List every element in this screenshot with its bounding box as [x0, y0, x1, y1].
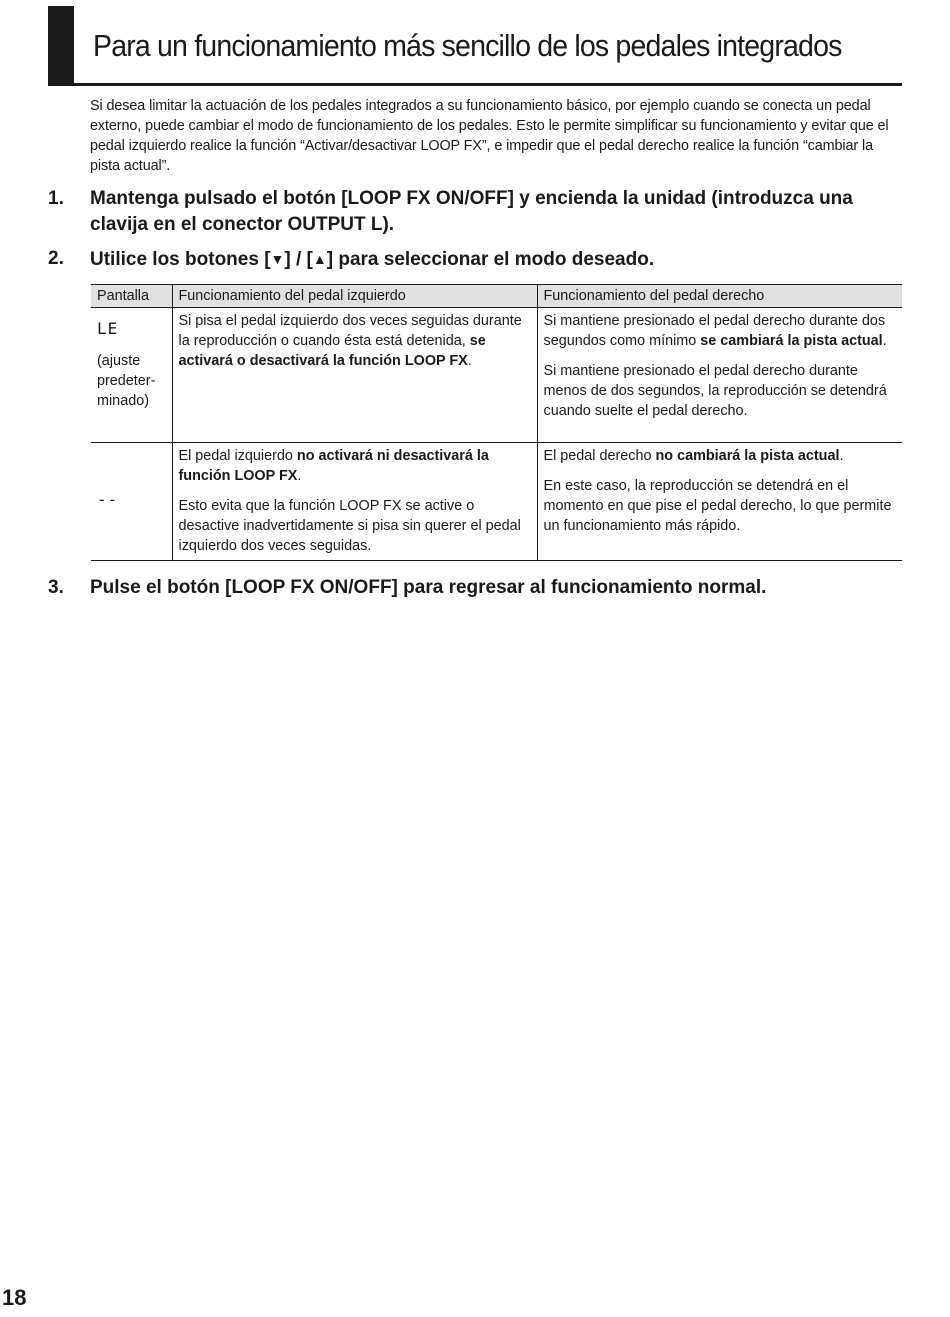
display-code-dashes: --: [97, 490, 119, 509]
cell-paragraph: En este caso, la reproducción se detendrá en el momento en que pise el pedal derecho, lo que permite un funcionamiento más rápido.: [543, 478, 892, 534]
cell-paragraph: [544, 311, 897, 351]
display-code-le: LE: [97, 319, 119, 338]
step-3: [48, 575, 898, 601]
step-text: [90, 246, 898, 273]
cell-paragraph: Esto evita que la función LOOP FX se active o desactive inadvertidamente si pisa sin querer el pedal izquierdo dos veces seguidas.: [178, 498, 521, 554]
cell-text: .: [467, 353, 472, 369]
cell-text: .: [839, 448, 844, 464]
cell-text: Si pisa el pedal izquierdo dos veces seguidas durante la reproducción o cuando ésta está detenida,: [178, 313, 522, 349]
intro-paragraph: Si desea limitar la actuación de los pedales integrados a su funcionamiento básico, por ejemplo cuando se conecta un pedal externo, puede cambiar el modo de funcionamiento de los pedales. Esto le permite simplificar su funcionamiento y evitar que el pedal izquierdo realice la función “Activar/desactivar LOOP FX”, e impedir que el pedal derecho realice la función “cambiar la pista actual”.: [90, 98, 889, 174]
step-1: [48, 186, 898, 238]
table-row: [91, 308, 902, 443]
cell-paragraph: [179, 446, 531, 486]
page-title: Para un funcionamiento más sencillo de los pedales integrados: [93, 28, 842, 63]
step-2: [48, 246, 898, 273]
up-arrow-icon: ▲: [312, 251, 327, 267]
step-text-part: Utilice los botones [: [90, 249, 271, 270]
cell-text: .: [882, 333, 887, 349]
cell-paragraph: [544, 446, 897, 466]
column-header-left-pedal: Funcionamiento del pedal izquierdo: [172, 285, 537, 308]
cell-paragraph: Si mantiene presionado el pedal derecho durante menos de dos segundos, la reproducción se detendrá cuando suelte el pedal derecho.: [543, 363, 887, 419]
step-text-part: ] para seleccionar el modo deseado.: [326, 249, 655, 270]
cell-text: .: [297, 468, 302, 484]
column-header-right-pedal: Funcionamiento del pedal derecho: [537, 285, 902, 308]
step-text: Pulse el botón [LOOP FX ON/OFF] para regresar al funcionamiento normal.: [90, 577, 767, 598]
cell-text-bold: se cambiará la pista actual: [700, 333, 883, 349]
step-text: Mantenga pulsado el botón [LOOP FX ON/OFF] y encienda la unidad (introduzca una clavija en el conector OUTPUT L).: [90, 188, 853, 235]
column-header-display: Pantalla: [91, 285, 172, 308]
step-number: 3.: [48, 577, 64, 598]
cell-text-bold: se activará o desactivará la función LOOP FX: [178, 333, 486, 369]
display-cell: [91, 443, 172, 561]
cell-text: Si mantiene presionado el pedal derecho durante dos segundos como mínimo: [543, 313, 886, 349]
cell-text-bold: no cambiará la pista actual: [655, 448, 840, 464]
step-number: 1.: [48, 188, 64, 209]
title-accent-bar: [48, 6, 74, 83]
left-pedal-cell: [172, 308, 537, 443]
default-setting-note: (ajuste predeter-minado): [97, 353, 156, 409]
page-number: 18: [2, 1285, 27, 1310]
cell-text: El pedal izquierdo: [178, 448, 297, 464]
pedal-mode-table: [91, 284, 902, 561]
table-header-row: [91, 285, 902, 308]
cell-text-bold: no activará ni desactivará la función LOOP FX: [178, 448, 489, 484]
step-number: 2.: [48, 248, 64, 269]
down-arrow-icon: ▼: [270, 251, 285, 267]
right-pedal-cell: [537, 308, 902, 443]
right-pedal-cell: [537, 443, 902, 561]
cell-text: El pedal derecho: [543, 448, 656, 464]
left-pedal-cell: [172, 443, 537, 561]
section-header: [48, 6, 902, 86]
step-text-part: ] / [: [284, 249, 313, 270]
cell-paragraph: [179, 311, 531, 371]
display-cell: [91, 308, 172, 443]
table-row: [91, 443, 902, 561]
